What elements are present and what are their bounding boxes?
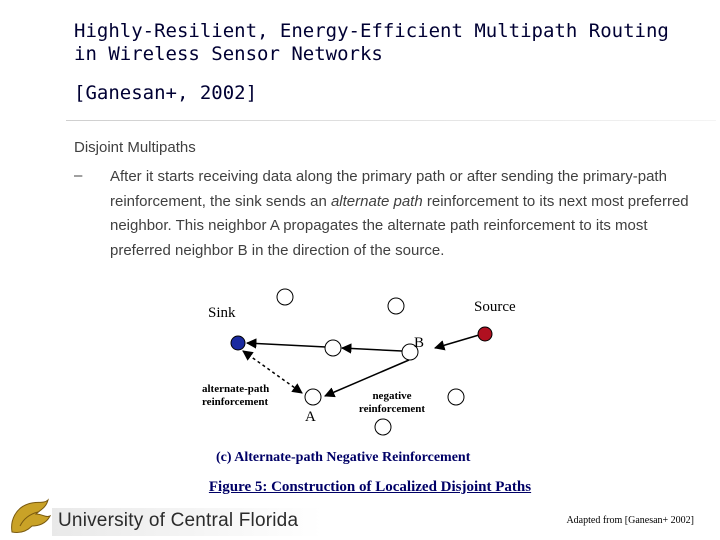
node-a-label: A	[305, 409, 316, 425]
section-heading: Disjoint Multipaths	[74, 139, 196, 156]
adapted-credit: Adapted from [Ganesan+ 2002]	[566, 515, 694, 526]
primary-edge-b-mid	[342, 348, 402, 351]
source-node	[478, 327, 492, 341]
intermediate-node	[325, 340, 341, 356]
slide-citation: [Ganesan+, 2002]	[74, 82, 258, 104]
negative-reinforcement-label: negative reinforcement	[358, 390, 426, 415]
paragraph-text-1: After it starts receiving data along the primary path or after sending the primary-path reinforcement, the sink sends an	[110, 168, 667, 210]
sink-node	[231, 336, 245, 350]
node-top-right	[388, 298, 404, 314]
node-top-left	[277, 289, 293, 305]
paragraph-text-2: reinforcement to its next most preferred neighbor. This neighbor A propagates the alternate path reinforcement to its most preferred neighbor B in the direction of the source.	[110, 192, 689, 259]
paragraph-emphasis: alternate path	[330, 192, 423, 210]
node-right	[448, 389, 464, 405]
university-name: University of Central Florida	[58, 510, 299, 531]
node-bottom	[375, 419, 391, 435]
sink-label: Sink	[208, 305, 236, 321]
node-b-label: B	[414, 335, 425, 351]
diagram-subcaption: (c) Alternate-path Negative Reinforcement	[216, 450, 471, 465]
node-a	[305, 389, 321, 405]
ucf-pegasus-logo	[6, 496, 54, 538]
primary-edge-source-b	[435, 335, 479, 348]
bullet-marker: –	[74, 167, 83, 184]
source-label: Source	[474, 299, 516, 315]
alternate-path-label: alternate-path reinforcement	[202, 383, 270, 408]
primary-edge-mid-sink	[247, 343, 326, 347]
slide-title: Highly-Resilient, Energy-Efficient Multipath Routing in Wireless Sensor Networks	[74, 20, 669, 65]
figure-caption: Figure 5: Construction of Localized Disjoint Paths	[208, 479, 532, 495]
